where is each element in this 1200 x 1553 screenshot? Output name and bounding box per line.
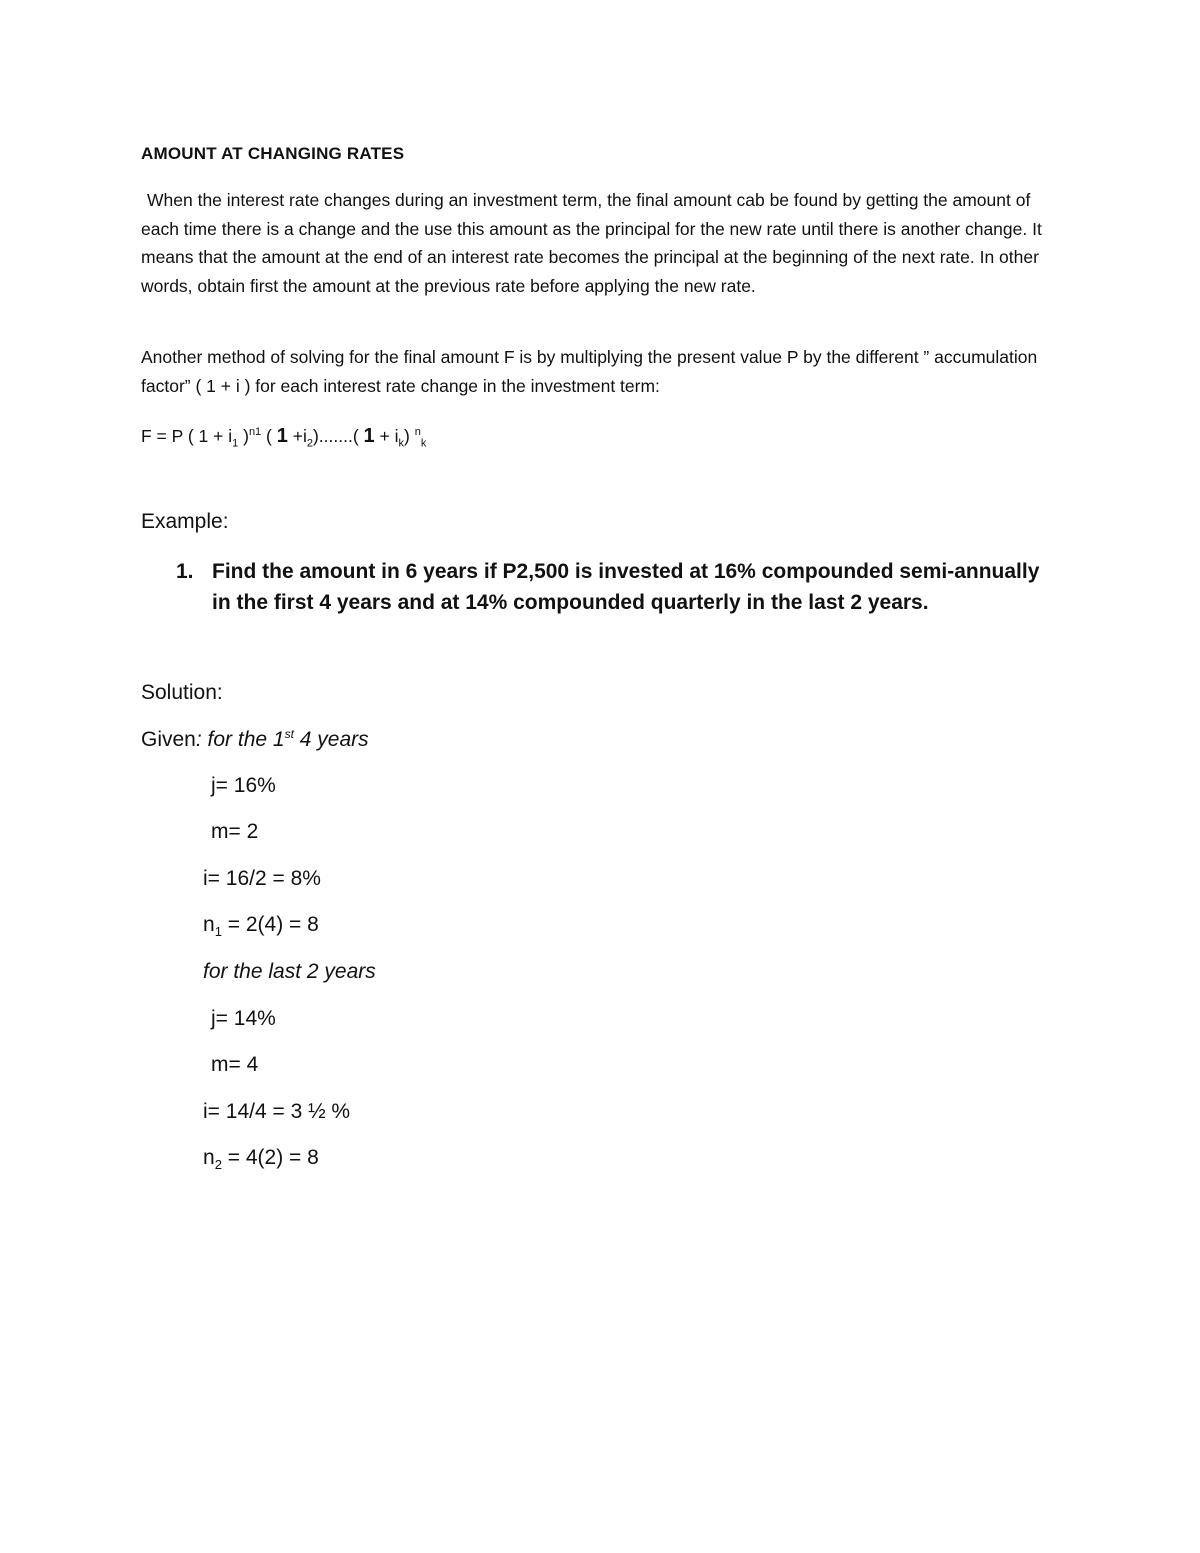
solution-label: Solution: <box>141 681 223 704</box>
given-colon: : <box>195 728 202 751</box>
n2-rest: = 4(2) = 8 <box>221 1146 319 1169</box>
formula-part: ) <box>404 425 415 446</box>
formula-superscript: n <box>414 426 421 438</box>
n1-prefix: n <box>203 913 215 936</box>
problem-number: 1. <box>176 560 194 583</box>
problem-text: Find the amount in 6 years if P2,500 is invested at 16% compounded semi-annually in the first 4 years and at 14% compounded quarterly in the last 2 years. <box>212 560 1040 614</box>
formula-subscript: 1 <box>232 437 239 450</box>
last-period-label: for the last 2 years <box>203 960 376 983</box>
formula-subscript: k <box>398 437 405 450</box>
given-period-end: 4 years <box>293 728 369 751</box>
n2-subscript: 2 <box>214 1157 222 1173</box>
given-m1: m= 2 <box>211 820 259 843</box>
formula-one: 1 <box>363 424 375 447</box>
n1-subscript: 1 <box>214 924 222 940</box>
formula-part: +i <box>287 425 307 446</box>
method-paragraph: Another method of solving for the final amount F is by multiplying the present value P by the different ” accumulation factor” ( 1 + i ) for each interest rate change in the investment term: <box>141 347 1038 396</box>
formula-part: ).......( <box>312 425 364 446</box>
formula-superscript: n1 <box>248 426 262 438</box>
problem-item <box>176 556 1056 618</box>
given-label: Given <box>141 728 196 751</box>
formula-subscript: 2 <box>306 437 313 450</box>
formula-subscript: k <box>420 437 427 450</box>
given-ordinal: st <box>284 727 294 741</box>
n2-prefix: n <box>203 1146 215 1169</box>
intro-paragraph: When the interest rate changes during an investment term, the final amount cab be found by getting the amount of each time there is a change and the use this amount as the principal for the new rate until there is another change. It means that the amount at the end of an interest rate becomes the principal at the beginning of the next rate. In other words, obtain first the amount at the previous rate before applying the new rate. <box>141 190 1042 296</box>
given-n2 <box>203 1146 319 1172</box>
given-j2: j= 14% <box>211 1007 276 1030</box>
formula-part: ( <box>261 425 277 446</box>
formula-part: ) <box>238 425 249 446</box>
formula-part: + i <box>374 425 399 446</box>
formula-part: F = P ( 1 + i <box>141 425 233 446</box>
example-label: Example: <box>141 510 229 533</box>
given-j1: j= 16% <box>211 774 276 797</box>
given-i1: i= 16/2 = 8% <box>203 867 321 890</box>
given-i2: i= 14/4 = 3 ½ % <box>203 1100 351 1123</box>
given-line <box>141 727 369 752</box>
given-period-text <box>202 728 369 751</box>
n1-rest: = 2(4) = 8 <box>221 913 319 936</box>
formula-one: 1 <box>276 424 288 447</box>
accumulation-formula <box>141 418 426 457</box>
section-heading: AMOUNT AT CHANGING RATES <box>141 144 405 163</box>
given-n1 <box>203 913 319 939</box>
given-period-start: for the 1 <box>201 728 285 751</box>
given-m2: m= 4 <box>211 1053 259 1076</box>
